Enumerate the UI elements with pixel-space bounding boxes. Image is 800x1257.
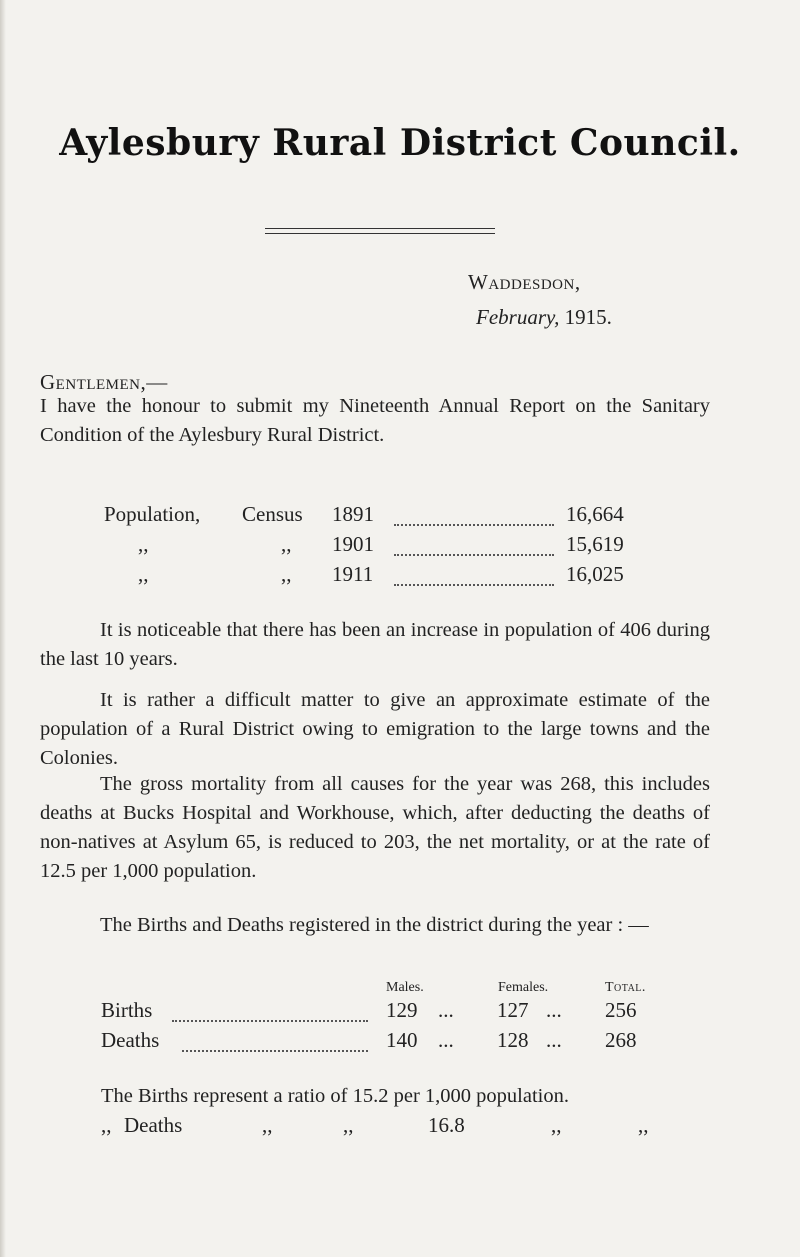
population-year: 1891 bbox=[332, 502, 374, 526]
population-year: 1901 bbox=[332, 532, 374, 556]
title-rule-bottom bbox=[265, 233, 495, 234]
population-row bbox=[104, 562, 664, 590]
dot-leader bbox=[394, 502, 554, 526]
date-year: 1915. bbox=[564, 305, 612, 329]
page-title: Aylesbury Rural District Council. bbox=[59, 122, 741, 164]
cell-females: 128 bbox=[497, 1028, 529, 1052]
dot-leader bbox=[394, 562, 554, 586]
cell-total: 268 bbox=[605, 1028, 637, 1052]
intro-paragraph bbox=[40, 392, 710, 450]
page-edge bbox=[0, 0, 6, 1257]
header-total: Total. bbox=[605, 980, 646, 995]
deaths-ratio-label: Deaths bbox=[124, 1113, 183, 1137]
registered-text: The Births and Deaths registered in the district during the year : — bbox=[100, 914, 649, 936]
difficulty-text: It is rather a difficult matter to give an approximate estimate of the population of a Rural District owing to emigration to the large towns and the Colonies. bbox=[40, 689, 710, 769]
table-row bbox=[0, 1028, 800, 1056]
increase-text: It is noticeable that there has been an increase in population of 406 during the last 10 years. bbox=[40, 619, 710, 670]
title-rule-top bbox=[265, 228, 495, 229]
cell-separator: ... bbox=[438, 1028, 454, 1052]
ditto-mark: ,, bbox=[638, 1113, 649, 1137]
cell-total: 256 bbox=[605, 998, 637, 1022]
ditto-mark: ,, bbox=[551, 1113, 562, 1137]
row-label: Births bbox=[101, 998, 153, 1022]
population-label: Population, bbox=[104, 502, 201, 526]
ditto-mark: ,, bbox=[281, 532, 292, 556]
letter-place: Waddesdon, bbox=[468, 270, 581, 294]
deaths-ratio-line bbox=[0, 1113, 800, 1141]
dot-leader bbox=[394, 532, 554, 556]
census-label: Census bbox=[242, 502, 303, 526]
header-males: Males. bbox=[386, 980, 424, 995]
table-row bbox=[0, 998, 800, 1026]
dot-leader bbox=[172, 998, 368, 1022]
difficulty-paragraph bbox=[40, 686, 710, 773]
population-row bbox=[104, 502, 664, 530]
ditto-mark: ,, bbox=[101, 1113, 112, 1137]
population-value: 16,025 bbox=[566, 562, 624, 586]
cell-separator: ... bbox=[546, 1028, 562, 1052]
population-row bbox=[104, 532, 664, 560]
mortality-text: The gross mortality from all causes for the year was 268, this includes deaths at Bucks Hospital and Workhouse, which, after deducting the deaths of non-natives at Asylum 65, is reduced to 203, the net mortality, or at the rate of 12.5 per 1,000 population. bbox=[40, 773, 710, 882]
cell-separator: ... bbox=[438, 998, 454, 1022]
registered-paragraph bbox=[40, 911, 710, 940]
ditto-mark: ,, bbox=[138, 532, 149, 556]
ditto-mark: ,, bbox=[138, 562, 149, 586]
salutation: Gentlemen,— bbox=[40, 370, 168, 394]
cell-males: 140 bbox=[386, 1028, 418, 1052]
births-ratio-line: The Births represent a ratio of 15.2 per 1,000 population. bbox=[101, 1085, 569, 1107]
mortality-paragraph bbox=[40, 770, 710, 886]
letter-date bbox=[476, 305, 612, 330]
intro-text: I have the honour to submit my Nineteenth Annual Report on the Sanitary Condition of the Aylesbury Rural District. bbox=[40, 395, 710, 446]
row-label: Deaths bbox=[101, 1028, 160, 1052]
dot-leader bbox=[182, 1028, 368, 1052]
cell-separator: ... bbox=[546, 998, 562, 1022]
population-year: 1911 bbox=[332, 562, 374, 586]
header-females: Females. bbox=[498, 980, 549, 995]
ditto-mark: ,, bbox=[343, 1113, 354, 1137]
increase-paragraph bbox=[40, 616, 710, 674]
ditto-mark: ,, bbox=[262, 1113, 273, 1137]
population-value: 16,664 bbox=[566, 502, 624, 526]
cell-males: 129 bbox=[386, 998, 418, 1022]
date-month: February, bbox=[476, 305, 560, 329]
population-value: 15,619 bbox=[566, 532, 624, 556]
ditto-mark: ,, bbox=[281, 562, 292, 586]
deaths-ratio-value: 16.8 bbox=[428, 1113, 465, 1137]
cell-females: 127 bbox=[497, 998, 529, 1022]
